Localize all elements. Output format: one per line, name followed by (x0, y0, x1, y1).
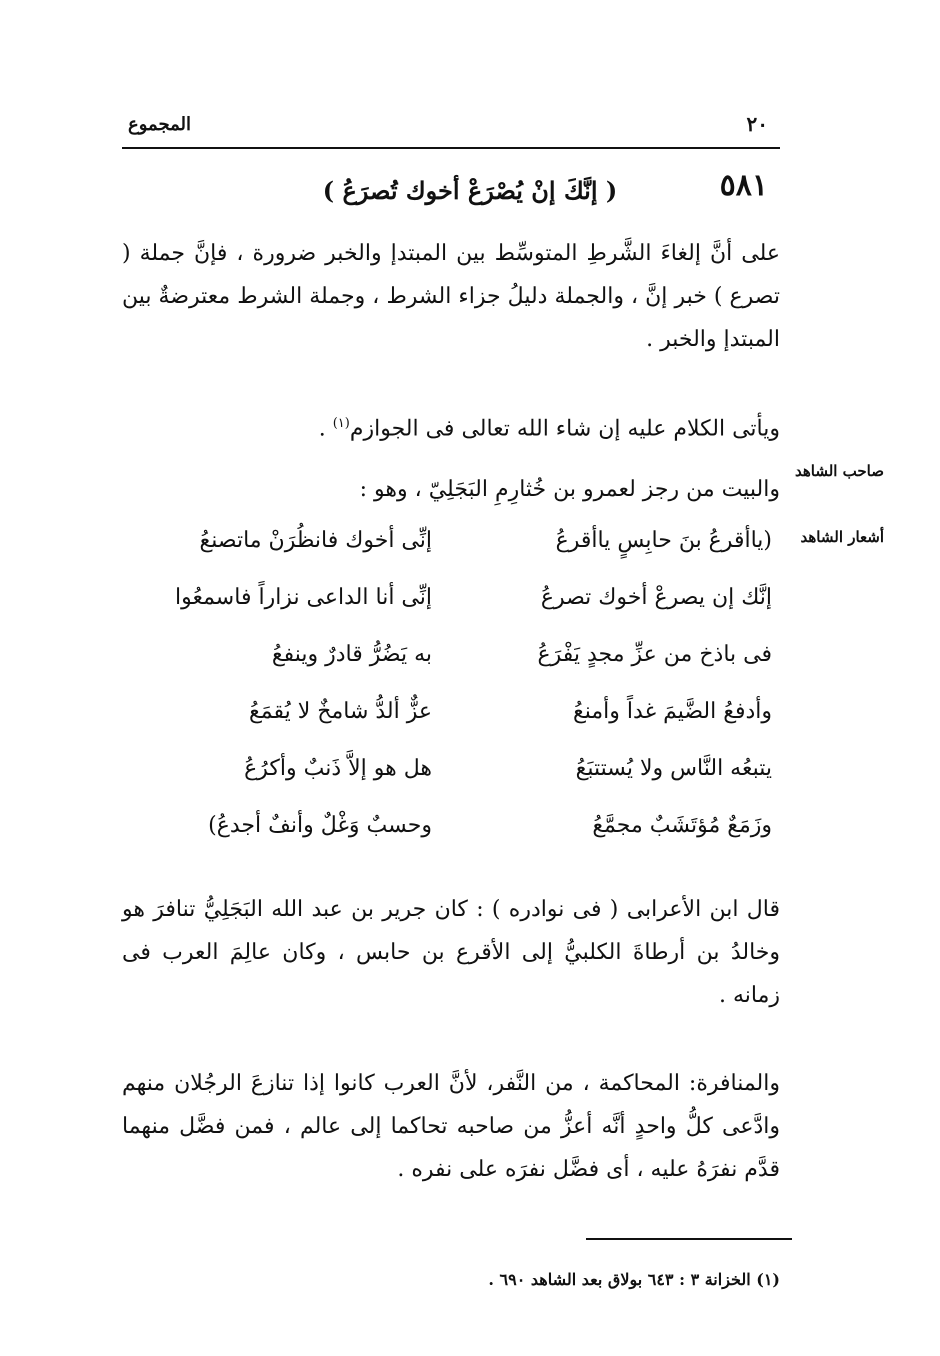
entry-number: ٥٨١ (719, 168, 768, 203)
margin-note-author: صاحب الشاهد (794, 462, 884, 480)
header-rule (122, 147, 780, 149)
verse-first-hemistich: يتبعُه النَّاس ولا يُستتبَعُ (575, 756, 772, 781)
paragraph-munafara-definition: والمنافرة: المحاكمة ، من النَّفر، لأنَّ العرب كانوا إذا تنازعَ الرجُلان منهم وادَّعى كلُّ واحدٍ أنَّه أعزُّ من صاحبه تحاكما إلى عالم ، فمن فضَّل منهما قدَّم نفرَهُ عليه ، أى فضَّل نفرَه على نفره . (122, 1071, 780, 1182)
verse-row (122, 528, 780, 585)
footnote-marker[interactable]: (١) (332, 416, 350, 431)
verse-row (122, 813, 780, 870)
footnote: (١) الخزانة ٣ : ٦٤٣ بولاق بعد الشاهد ٦٩٠ . (488, 1270, 780, 1289)
paragraph-cross-reference (122, 402, 780, 450)
verse-row (122, 756, 780, 813)
cross-reference-end: . (318, 416, 333, 442)
paragraph-ibn-alarabi: قال ابن الأعرابى ( فى نوادره ) : كان جرير بن عبد الله البَجَلِيُّ تنافرَ هو وخالدُ بن أرطاةَ الكلبيُّ إلى الأقرع بن حابس ، وكان عالِمَ العرب فى زمانه . (122, 897, 780, 1008)
footnote-rule (586, 1238, 792, 1240)
margin-note-poem: أشعار الشاهد (800, 528, 884, 546)
verse-second-hemistich: إنِّى أنا الداعى نزاراً فاسمعُوا (175, 585, 432, 610)
verse-first-hemistich: فى باذخ من عزِّ مجدٍ يَفْرَعُ (537, 642, 772, 667)
verse-row (122, 642, 780, 699)
paragraph-grammar-explanation: على أنَّ إلغاءَ الشَّرطِ المتوسِّط بين المبتدإ والخبر ضرورة ، فإنَّ جملة ( تصرع ) خبر إنَّ ، والجملة دليلُ جزاء الشرط ، وجملة الشرط معترضةٌ بين المبتدإ والخبر . (122, 241, 780, 352)
verse-second-hemistich: عزٌّ ألدُّ شامخٌ لا يُقمَعُ (249, 699, 432, 724)
verse-row (122, 585, 780, 642)
verse-first-hemistich: وأدفعُ الضَّيمَ غداً وأمنعُ (573, 699, 772, 724)
verse-second-hemistich: إنِّى أخوك فانظُرَنْ ماتصنعُ (199, 528, 432, 553)
page-number: ٢٠ (746, 112, 768, 136)
verse-first-hemistich: إنَّك إن يصرعْ أخوك تصرعُ (540, 585, 772, 610)
poem-verses (122, 528, 780, 870)
entry-heading: ( إنَّكَ إنْ يُصْرَعْ أخوك تُصرَعُ ) (322, 176, 618, 205)
verse-row (122, 699, 780, 756)
page-header (122, 110, 780, 146)
verse-second-hemistich: هل هو إلاَّ ذَنبٌ وأكرُعُ (244, 756, 432, 781)
cross-reference-text: ويأتى الكلام عليه إن شاء الله تعالى فى الجوازم (349, 416, 780, 442)
verse-first-hemistich: (ياأقرعُ بنَ حابِسٍ ياأقرعُ (555, 528, 772, 553)
verse-second-hemistich: به يَضُرُّ قادرٌ وينفعُ (271, 642, 432, 667)
running-title: المجموع (128, 114, 191, 135)
paragraph-attribution: والبيت من رجز لعمرو بن خُثارِمِ البَجَلِيّ ، وهو : (359, 477, 780, 502)
verse-second-hemistich: وحسبٌ وَغْلٌ وأنفٌ أجدعُ) (208, 813, 432, 838)
verse-first-hemistich: وزَمَعٌ مُؤتَشَبٌ مجمَّعُ (592, 813, 772, 838)
